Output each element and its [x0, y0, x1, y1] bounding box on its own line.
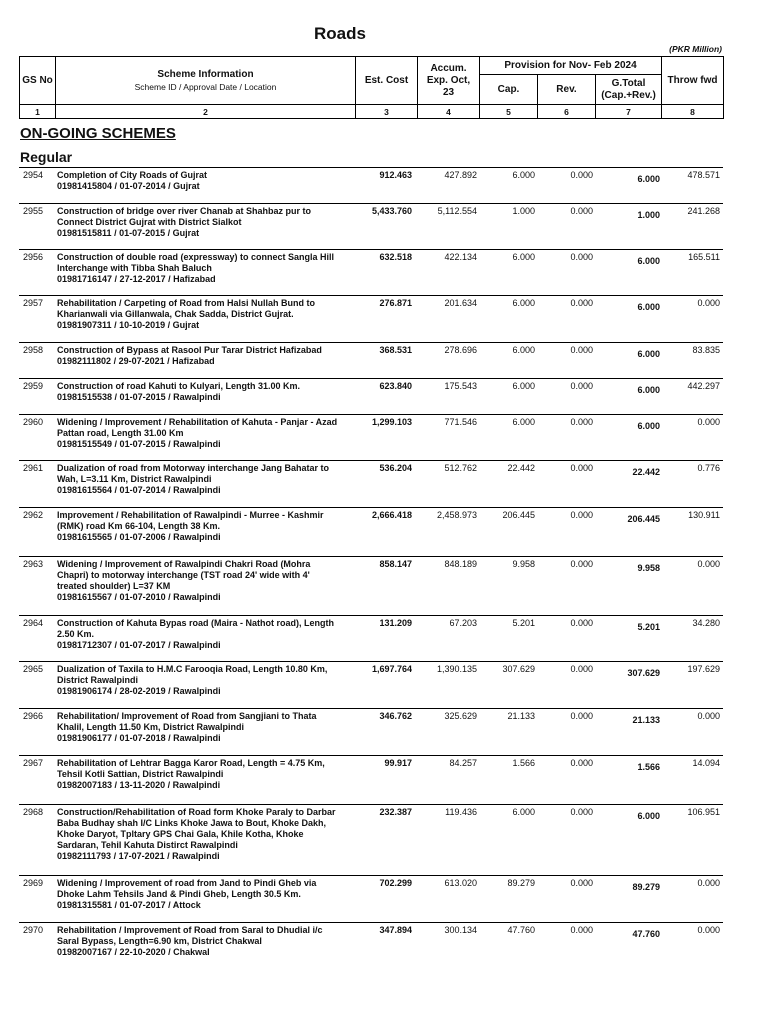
- scheme-description-line: Rehabilitation/ Improvement of Road from Sangjiani to Thata: [57, 711, 317, 721]
- scheme-description-line: Dualization of road from Motorway interchange Jang Bahatar to: [57, 463, 330, 473]
- accum-exp: 848.189: [444, 559, 477, 569]
- scheme-info: [57, 758, 353, 791]
- accum-exp: 2,458.973: [436, 510, 477, 520]
- scheme-description-line: Completion of City Roads of Gujrat: [57, 170, 207, 180]
- scheme-id-date-location: 01982111793 / 17-07-2021 / Rawalpindi: [57, 851, 220, 861]
- cap-value: 206.445: [502, 510, 535, 520]
- scheme-id-date-location: 01981515538 / 01-07-2015 / Rawalpindi: [57, 392, 221, 402]
- throw-fwd-value: 0.000: [697, 878, 720, 888]
- gs-number: 2962: [23, 510, 44, 520]
- scheme-description-line: Construction of double road (expressway) to connect Sangla Hill: [57, 252, 335, 262]
- rev-value: 0.000: [570, 463, 593, 473]
- scheme-description-line: Dhoke Lahm Tehsils Jand & Pindi Gheb, Length 30.5 Km.: [57, 889, 301, 899]
- scheme-info: [57, 711, 353, 744]
- throw-fwd-value: 14.094: [692, 758, 720, 768]
- table-row: [19, 755, 723, 790]
- cap-value: 6.000: [512, 170, 535, 180]
- cap-value: 22.442: [507, 463, 535, 473]
- throw-fwd-value: 83.835: [692, 345, 720, 355]
- rev-value: 0.000: [570, 417, 593, 427]
- scheme-description-line: Dualization of Taxila to H.M.C Farooqia Road, Length 10.80 Km,: [57, 664, 328, 674]
- col-number: 4: [418, 105, 480, 119]
- gtotal-value: 89.279: [632, 882, 660, 892]
- rev-value: 0.000: [570, 618, 593, 628]
- est-cost: 276.871: [379, 298, 412, 308]
- scheme-description-line: Rehabilitation / Carpeting of Road from Halsi Nullah Bund to: [57, 298, 316, 308]
- table-row: [19, 378, 723, 402]
- cap-value: 21.133: [507, 711, 535, 721]
- scheme-description-line: Pattan road, Length 31.00 Km: [57, 428, 184, 438]
- rev-value: 0.000: [570, 170, 593, 180]
- scheme-description-line: Rehabilitation of Lehtrar Bagga Karor Road, Length = 4.75 Km,: [57, 758, 325, 768]
- gs-number: 2967: [23, 758, 44, 768]
- col-number: 2: [56, 105, 356, 119]
- throw-fwd-value: 0.000: [697, 711, 720, 721]
- table-row: [19, 167, 723, 191]
- scheme-id-date-location: 01981906177 / 01-07-2018 / Rawalpindi: [57, 733, 221, 743]
- throw-fwd-value: 241.268: [687, 206, 720, 216]
- gtotal-value: 22.442: [632, 467, 660, 477]
- scheme-description-line: Widening / Improvement of Rawalpindi Chakri Road (Mohra: [57, 559, 311, 569]
- scheme-description-line: Wah, L=3.11 Km, District Rawalpindi: [57, 474, 212, 484]
- gs-number: 2957: [23, 298, 44, 308]
- rev-value: 0.000: [570, 510, 593, 520]
- accum-exp: 512.762: [444, 463, 477, 473]
- table-row: [19, 615, 723, 650]
- table-row: [19, 507, 723, 542]
- throw-fwd-value: 0.000: [697, 925, 720, 935]
- scheme-description-line: Interchange with Tibba Shah Baluch: [57, 263, 212, 273]
- rev-value: 0.000: [570, 878, 593, 888]
- cap-value: 9.958: [512, 559, 535, 569]
- scheme-description-line: Construction of bridge over river Chanab at Shahbaz pur to: [57, 206, 312, 216]
- gs-number: 2968: [23, 807, 44, 817]
- est-cost: 368.531: [379, 345, 412, 355]
- gs-number: 2961: [23, 463, 44, 473]
- cap-value: 1.000: [512, 206, 535, 216]
- throw-fwd-value: 165.511: [688, 252, 720, 262]
- cap-value: 89.279: [507, 878, 535, 888]
- scheme-info: [57, 252, 353, 285]
- scheme-description-line: Tehsil Kotli Sattian, District Rawalpindi: [57, 769, 224, 779]
- table-row: [19, 708, 723, 743]
- throw-fwd-value: 34.280: [692, 618, 720, 628]
- gs-number: 2966: [23, 711, 44, 721]
- scheme-info: [57, 878, 353, 911]
- col-number: 5: [480, 105, 538, 119]
- table-row: [19, 556, 723, 602]
- throw-fwd-value: 0.000: [697, 417, 720, 427]
- scheme-id-date-location: 01981906174 / 28-02-2019 / Rawalpindi: [57, 686, 221, 696]
- est-cost: 347.894: [379, 925, 412, 935]
- gs-number: 2956: [23, 252, 44, 262]
- throw-fwd-value: 478.571: [687, 170, 720, 180]
- rev-value: 0.000: [570, 758, 593, 768]
- scheme-info: [57, 807, 353, 862]
- scheme-info: [57, 345, 353, 367]
- accum-exp: 771.546: [444, 417, 477, 427]
- scheme-info: [57, 664, 353, 697]
- est-cost: 232.387: [379, 807, 412, 817]
- gtotal-value: 6.000: [637, 302, 660, 312]
- gtotal-value: 47.760: [632, 929, 660, 939]
- throw-fwd-value: 197.629: [687, 664, 720, 674]
- est-cost: 5,433.760: [371, 206, 412, 216]
- throw-fwd-value: 0.000: [697, 298, 720, 308]
- rev-value: 0.000: [570, 206, 593, 216]
- col-number: 1: [20, 105, 56, 119]
- accum-exp: 201.634: [444, 298, 477, 308]
- scheme-info: [57, 381, 353, 403]
- table-row: [19, 203, 723, 238]
- est-cost: 536.204: [379, 463, 412, 473]
- table-row: [19, 922, 723, 957]
- gs-number: 2959: [23, 381, 44, 391]
- scheme-id-date-location: 01981315581 / 01-07-2017 / Attock: [57, 900, 201, 910]
- rev-value: 0.000: [570, 559, 593, 569]
- scheme-description-line: Baba Budhay shah I/C Links Khoke Jawa to Bout, Khoke Dakh,: [57, 818, 327, 828]
- est-cost: 912.463: [379, 170, 412, 180]
- header-throw-fwd: Throw fwd: [662, 57, 724, 105]
- cap-value: 6.000: [512, 807, 535, 817]
- col-number: 8: [662, 105, 724, 119]
- accum-exp: 325.629: [444, 711, 477, 721]
- gs-number: 2963: [23, 559, 44, 569]
- scheme-description-line: Improvement / Rehabilitation of Rawalpindi - Murree - Kashmir: [57, 510, 324, 520]
- gs-number: 2958: [23, 345, 44, 355]
- scheme-info: [57, 618, 353, 651]
- cap-value: 6.000: [512, 345, 535, 355]
- scheme-info: [57, 463, 353, 496]
- gtotal-value: 21.133: [632, 715, 660, 725]
- scheme-description-line: Construction of road Kahuti to Kulyari, Length 31.00 Km.: [57, 381, 301, 391]
- gs-number: 2970: [23, 925, 44, 935]
- header-provision: Provision for Nov- Feb 2024: [480, 57, 662, 75]
- gs-number: 2969: [23, 878, 44, 888]
- gs-number: 2960: [23, 417, 44, 427]
- gtotal-value: 5.201: [637, 622, 660, 632]
- header-gtotal: G.Total (Cap.+Rev.): [596, 75, 662, 105]
- scheme-id-date-location: 01981907311 / 10-10-2019 / Gujrat: [57, 320, 200, 330]
- scheme-info: [57, 298, 353, 331]
- header-gs-no: GS No: [20, 57, 56, 105]
- est-cost: 1,697.764: [371, 664, 412, 674]
- scheme-id-date-location: 01982111802 / 29-07-2021 / Hafizabad: [57, 356, 215, 366]
- scheme-description-line: Construction/Rehabilitation of Road form Khoke Paraly to Darbar: [57, 807, 336, 817]
- scheme-info: [57, 170, 353, 192]
- scheme-description-line: Khoke Daryot, Tpltary GPS Chai Gala, Khile Kotha, Khoke: [57, 829, 304, 839]
- scheme-description-line: District Rawalpindi: [57, 675, 139, 685]
- throw-fwd-value: 0.000: [697, 559, 720, 569]
- table-row: [19, 414, 723, 449]
- gtotal-value: 206.445: [627, 514, 660, 524]
- rev-value: 0.000: [570, 252, 593, 262]
- scheme-id-date-location: 01982007167 / 22-10-2020 / Chakwal: [57, 947, 210, 957]
- cap-value: 6.000: [512, 252, 535, 262]
- rev-value: 0.000: [570, 925, 593, 935]
- gtotal-value: 6.000: [637, 256, 660, 266]
- header-cap: Cap.: [480, 75, 538, 105]
- gs-number: 2964: [23, 618, 44, 628]
- scheme-description-line: Construction of Bypass at Rasool Pur Tarar District Hafizabad: [57, 345, 322, 355]
- section-heading: ON-GOING SCHEMES: [20, 125, 176, 142]
- accum-exp: 67.203: [449, 618, 477, 628]
- unit-note: (PKR Million): [669, 44, 722, 54]
- scheme-description-line: Widening / Improvement / Rehabilitation of Kahuta - Panjar - Azad: [57, 417, 338, 427]
- accum-exp: 300.134: [444, 925, 477, 935]
- est-cost: 99.917: [384, 758, 412, 768]
- scheme-description-line: 2.50 Km.: [57, 629, 95, 639]
- header-est-cost: Est. Cost: [356, 57, 418, 105]
- cap-value: 5.201: [512, 618, 535, 628]
- throw-fwd-value: 442.297: [687, 381, 720, 391]
- rev-value: 0.000: [570, 664, 593, 674]
- gtotal-value: 6.000: [637, 174, 660, 184]
- scheme-info: [57, 417, 353, 450]
- scheme-info: [57, 925, 353, 958]
- table-header: [19, 56, 724, 119]
- scheme-id-date-location: 01981515811 / 01-07-2015 / Gujrat: [57, 228, 200, 238]
- accum-exp: 5,112.554: [437, 206, 477, 216]
- table-row: [19, 875, 723, 910]
- est-cost: 632.518: [379, 252, 412, 262]
- header-scheme-info-title: Scheme Information: [157, 68, 254, 80]
- scheme-id-date-location: 01981615567 / 01-07-2010 / Rawalpindi: [57, 592, 221, 602]
- scheme-id-date-location: 01981615564 / 01-07-2014 / Rawalpindi: [57, 485, 221, 495]
- rev-value: 0.000: [570, 345, 593, 355]
- gtotal-value: 9.958: [637, 563, 660, 573]
- scheme-id-date-location: 01981615565 / 01-07-2006 / Rawalpindi: [57, 532, 221, 542]
- scheme-description-line: Chapri) to motorway interchange (TST road 24' wide with 4': [57, 570, 310, 580]
- scheme-description-line: Widening / Improvement of road from Jand to Pindi Gheb via: [57, 878, 317, 888]
- accum-exp: 613.020: [444, 878, 477, 888]
- est-cost: 1,299.103: [371, 417, 412, 427]
- gtotal-value: 307.629: [627, 668, 660, 678]
- accum-exp: 1,390.135: [436, 664, 477, 674]
- cap-value: 6.000: [512, 417, 535, 427]
- table-row: [19, 661, 723, 696]
- rev-value: 0.000: [570, 298, 593, 308]
- gs-number: 2965: [23, 664, 44, 674]
- est-cost: 2,666.418: [371, 510, 412, 520]
- accum-exp: 278.696: [444, 345, 477, 355]
- header-scheme-info: [56, 57, 356, 105]
- header-accum-exp: Accum. Exp. Oct, 23: [418, 57, 480, 105]
- scheme-description-line: Sardaran, Tehil Kahuta Distirct Rawalpindi: [57, 840, 238, 850]
- est-cost: 623.840: [379, 381, 412, 391]
- scheme-description-line: Kharianwali via Gillanwala, Chak Sadda, District Gujrat.: [57, 309, 294, 319]
- table-row: [19, 804, 723, 861]
- scheme-info: [57, 206, 353, 239]
- gs-number: 2955: [23, 206, 44, 216]
- scheme-description-line: Rehabilitation / Improvement of Road from Saral to Dhudial i/c: [57, 925, 323, 935]
- scheme-id-date-location: 01981716147 / 27-12-2017 / Hafizabad: [57, 274, 216, 284]
- throw-fwd-value: 106.951: [687, 807, 720, 817]
- table-row: [19, 460, 723, 495]
- table-row: [19, 295, 723, 330]
- accum-exp: 84.257: [449, 758, 477, 768]
- scheme-info: [57, 559, 353, 603]
- throw-fwd-value: 0.776: [697, 463, 720, 473]
- gs-number: 2954: [23, 170, 44, 180]
- gtotal-value: 1.566: [637, 762, 660, 772]
- est-cost: 346.762: [379, 711, 412, 721]
- table-row: [19, 249, 723, 284]
- accum-exp: 422.134: [444, 252, 477, 262]
- cap-value: 6.000: [512, 381, 535, 391]
- est-cost: 131.209: [379, 618, 412, 628]
- accum-exp: 119.436: [445, 807, 477, 817]
- subsection-heading: Regular: [20, 149, 73, 165]
- col-number: 6: [538, 105, 596, 119]
- table-row: [19, 342, 723, 366]
- scheme-info: [57, 510, 353, 543]
- header-scheme-info-sub: Scheme ID / Approval Date / Location: [134, 81, 277, 92]
- scheme-id-date-location: 01981515549 / 01-07-2015 / Rawalpindi: [57, 439, 221, 449]
- gtotal-value: 6.000: [637, 349, 660, 359]
- header-rev: Rev.: [538, 75, 596, 105]
- cap-value: 1.566: [512, 758, 535, 768]
- cap-value: 307.629: [502, 664, 535, 674]
- scheme-description-line: Saral Bypass, Length=6.90 km, District Chakwal: [57, 936, 262, 946]
- page-title: Roads: [314, 24, 366, 43]
- accum-exp: 175.543: [444, 381, 477, 391]
- scheme-description-line: Khalil, Length 11.50 Km, District Rawalpindi: [57, 722, 245, 732]
- scheme-description-line: Construction of Kahuta Bypas road (Maira - Nathot road), Length: [57, 618, 335, 628]
- gtotal-value: 6.000: [637, 421, 660, 431]
- scheme-description-line: (RMK) road Km 66-104, Length 38 Km.: [57, 521, 221, 531]
- col-number: 7: [596, 105, 662, 119]
- gtotal-value: 6.000: [637, 811, 660, 821]
- scheme-id-date-location: 01982007183 / 13-11-2020 / Rawalpindi: [57, 780, 221, 790]
- rev-value: 0.000: [570, 807, 593, 817]
- gtotal-value: 1.000: [637, 210, 660, 220]
- est-cost: 858.147: [379, 559, 412, 569]
- cap-value: 6.000: [512, 298, 535, 308]
- scheme-description-line: Connect District Gujrat with District Sialkot: [57, 217, 242, 227]
- col-number: 3: [356, 105, 418, 119]
- scheme-id-date-location: 01981712307 / 01-07-2017 / Rawalpindi: [57, 640, 221, 650]
- scheme-description-line: treated shoulder) L=37 KM: [57, 581, 171, 591]
- accum-exp: 427.892: [444, 170, 477, 180]
- est-cost: 702.299: [379, 878, 412, 888]
- rev-value: 0.000: [570, 711, 593, 721]
- throw-fwd-value: 130.911: [688, 510, 720, 520]
- scheme-id-date-location: 01981415804 / 01-07-2014 / Gujrat: [57, 181, 200, 191]
- gtotal-value: 6.000: [637, 385, 660, 395]
- cap-value: 47.760: [507, 925, 535, 935]
- rev-value: 0.000: [570, 381, 593, 391]
